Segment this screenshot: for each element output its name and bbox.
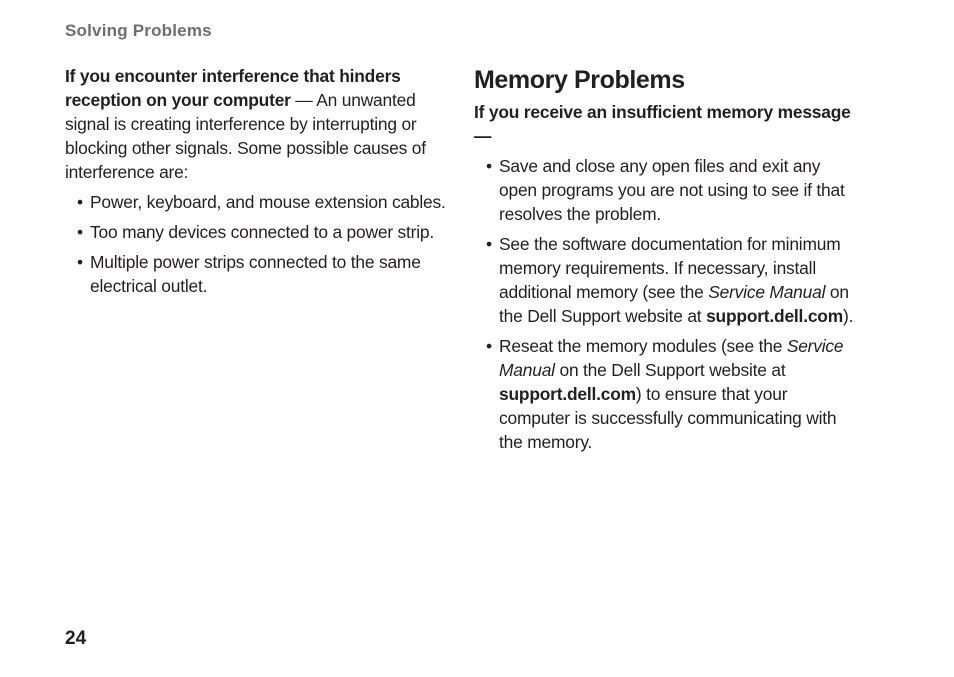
list-item-text: on the Dell Support website at [554, 360, 786, 380]
list-item [474, 154, 854, 226]
service-manual-title: Service Manual [499, 336, 844, 380]
service-manual-title: Service Manual [708, 282, 826, 302]
bullet-icon: • [77, 222, 83, 242]
interference-text: — An unwanted signal is creating interference by interrupting or blocking other signals. Some possible causes of interference are: [65, 90, 426, 182]
right-column [474, 64, 854, 460]
list-item-text: Power, keyboard, and mouse extension cables. [90, 192, 446, 212]
list-item [65, 190, 450, 214]
list-item-text: on the Dell Support website at [499, 282, 849, 326]
list-item-text: ) to ensure that your computer is successfully communicating with the memory. [499, 384, 837, 452]
section-title: Memory Problems [474, 66, 685, 94]
bullet-icon: • [486, 234, 492, 254]
list-item-text: Too many devices connected to a power strip. [90, 222, 435, 242]
bullet-icon: • [486, 336, 492, 356]
list-item-text: Multiple power strips connected to the same electrical outlet. [90, 252, 421, 296]
list-item [65, 220, 450, 244]
bullet-icon: • [77, 252, 83, 272]
interference-heading: If you encounter interference that hinders reception on your computer [65, 66, 401, 110]
list-item-text: See the software documentation for minimum memory requirements. If necessary, install additional memory (see the [499, 234, 841, 302]
bullet-icon: • [486, 156, 492, 176]
running-head: Solving Problems [65, 21, 212, 40]
list-item-text: ). [842, 306, 854, 326]
list-item [65, 250, 450, 298]
memory-steps-list [474, 154, 854, 454]
interference-paragraph [65, 64, 450, 184]
list-item [474, 334, 854, 454]
list-item [474, 232, 854, 328]
memory-subheading: If you receive an insufficient memory message — [474, 102, 851, 146]
bullet-icon: • [77, 192, 83, 212]
support-link[interactable]: support.dell.com [706, 306, 843, 326]
interference-causes-list [65, 190, 450, 298]
list-item-text: Save and close any open files and exit any open programs you are not using to see if that resolves the problem. [499, 156, 845, 224]
support-link[interactable]: support.dell.com [499, 384, 636, 404]
page-number: 24 [65, 628, 87, 649]
left-column [65, 64, 450, 304]
list-item-text: Reseat the memory modules (see the [499, 336, 787, 356]
